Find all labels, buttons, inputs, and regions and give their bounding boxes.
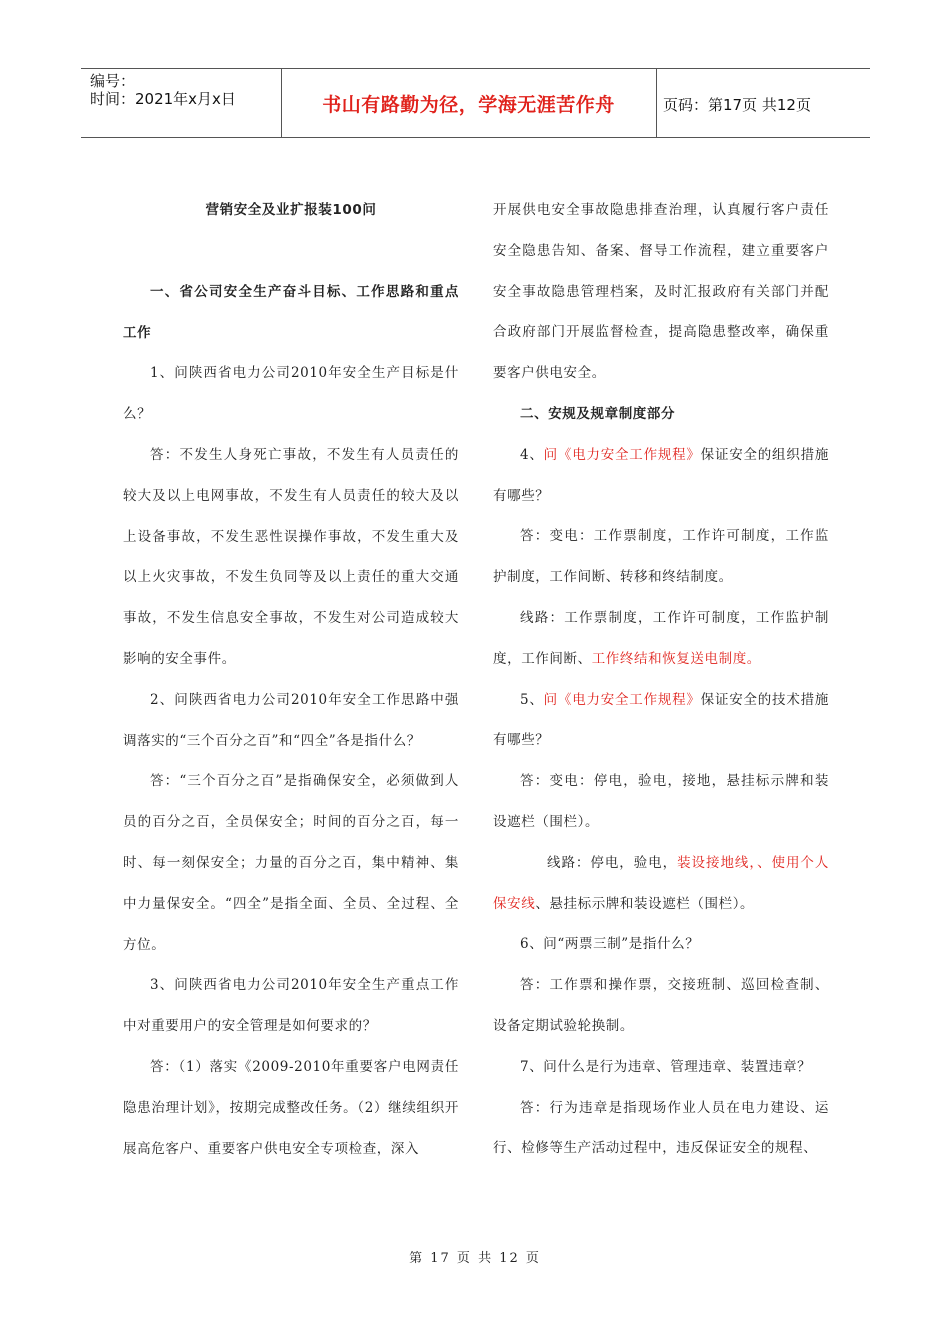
number-label: 编号：: [90, 72, 136, 90]
question-4: [493, 435, 829, 517]
time-label: 时间：2021年x月x日: [90, 90, 236, 108]
highlighted-text: 问《电力安全工作规程》: [543, 446, 701, 463]
section-heading-1: 一、省公司安全生产奋斗目标、工作思路和重点工作: [123, 283, 459, 341]
highlighted-text: 装设接地线，、使用个人保安线: [493, 854, 829, 912]
answer-4-line: [493, 598, 829, 680]
header-meta: [90, 72, 236, 108]
answer-6: 答：工作票和操作票，交接班制、巡回检查制、设备定期试验轮换制。: [493, 977, 829, 1034]
left-column: [123, 190, 459, 1169]
header-divider: [656, 69, 657, 137]
answer-5-line: [493, 843, 829, 925]
header-motto: 书山有路勤为径，学海无涯苦作舟: [322, 94, 615, 116]
question-1: 1、问陕西省电力公司2010年安全生产目标是什么？: [123, 365, 459, 423]
answer-2: 答：“三个百分之百”是指确保安全，必须做到人员的百分之百，全员保安全；时间的百分之百，每一时、每一刻保安全；力量的百分之百，集中精神、集中力量保安全。“四全”是指全面、全员、全过程、全方位。: [123, 773, 459, 953]
question-number: 5、: [520, 691, 544, 708]
answer-7: 答：行为违章是指现场作业人员在电力建设、运行、检修等生产活动过程中，违反保证安全的规程、: [493, 1099, 829, 1157]
question-text: 保证安全的组织措施有哪些？: [493, 446, 829, 504]
answer-1: 答：不发生人身死亡事故，不发生有人员责任的较大及以上电网事故，不发生有人员责任的较大及以上设备事故，不发生恶性误操作事故，不发生重大及以上火灾事故，不发生负同等及以上责任的重大交通事故，不发生信息安全事故，不发生对公司造成较大影响的安全事件。: [123, 446, 459, 667]
page-footer: 第 17 页 共 12 页: [409, 1251, 541, 1266]
question-5: [493, 680, 829, 762]
answer-text: 线路：停电，验电，: [547, 854, 678, 871]
question-2: 2、问陕西省电力公司2010年安全工作思路中强调落实的“三个百分之百”和“四全”各是指什么？: [123, 691, 459, 749]
answer-text: 线路：工作票制度，工作许可制度，工作监护制度，工作间断、: [493, 609, 829, 667]
document-title: 营销安全及业扩报装100问: [205, 202, 377, 218]
question-number: 4、: [520, 446, 544, 463]
section-heading-2: 二、安规及规章制度部分: [520, 405, 676, 422]
answer-4-substation: 答：变电：工作票制度，工作许可制度，工作监护制度，工作间断、转移和终结制度。: [493, 528, 829, 586]
answer-3: 答：（1）落实《2009-2010年重要客户电网责任隐患治理计划》，按期完成整改任务。（2）继续组织开展高危客户、重要客户供电安全专项检查，深入: [123, 1058, 459, 1157]
header-page-label: 页码：第17页 共12页: [663, 96, 811, 114]
highlighted-text: 工作终结和恢复送电制度。: [591, 650, 761, 667]
question-text: 保证安全的技术措施有哪些？: [493, 691, 829, 749]
answer-5-substation: 答：变电：停电，验电，接地，悬挂标示牌和装设遮栏（围栏）。: [493, 773, 829, 830]
right-column: [493, 190, 829, 1169]
document-header: [81, 68, 870, 138]
question-3: 3、问陕西省电力公司2010年安全生产重点工作中对重要用户的安全管理是如何要求的？: [123, 977, 459, 1035]
question-6: 6、问“两票三制”是指什么？: [520, 936, 700, 953]
answer-3-continued: 开展供电安全事故隐患排查治理，认真履行客户责任安全隐患告知、备案、督导工作流程，建立重要客户安全事故隐患管理档案，及时汇报政府有关部门并配合政府部门开展监督检查，提高隐患整改率，确保重要客户供电安全。: [493, 202, 829, 382]
highlighted-text: 问《电力安全工作规程》: [543, 691, 701, 708]
question-7: 7、问什么是行为违章、管理违章、装置违章？: [520, 1058, 812, 1075]
answer-text: 、悬挂标示牌和装设遮栏（围栏）。: [535, 895, 755, 912]
